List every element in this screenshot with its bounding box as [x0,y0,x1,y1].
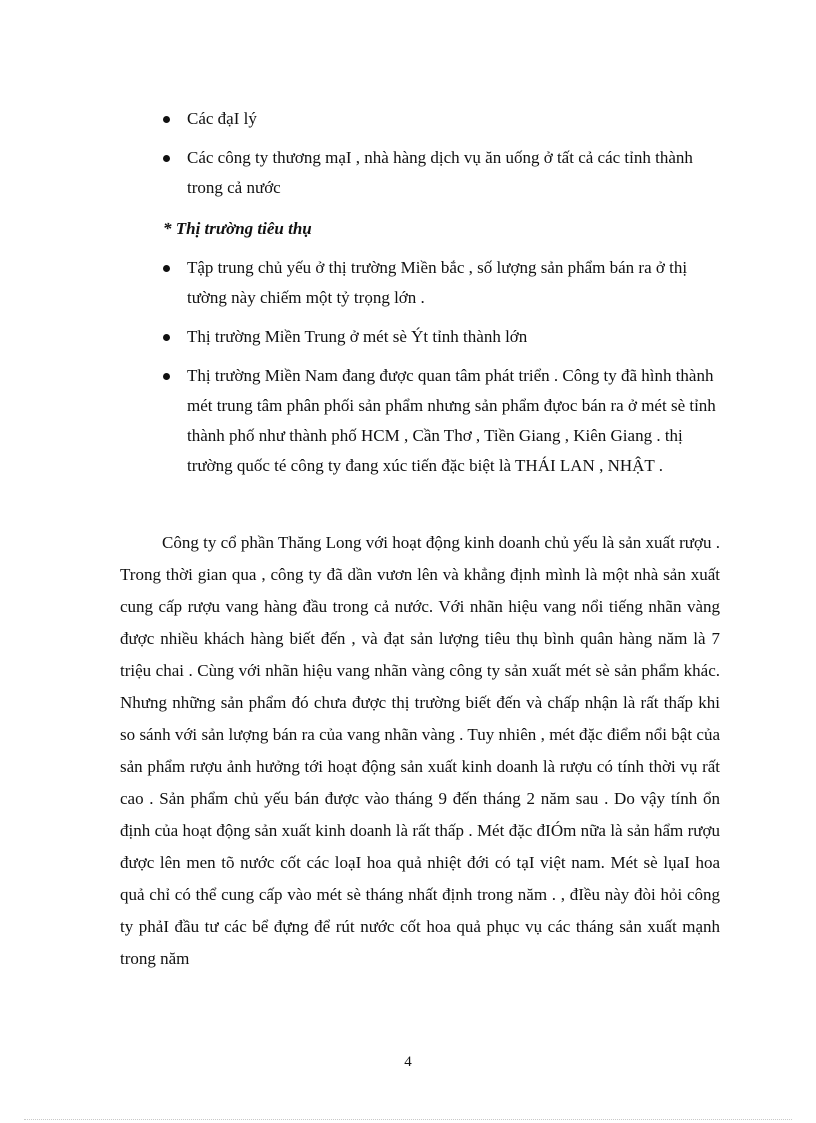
page-bottom-divider [24,1119,792,1120]
list-item [160,143,720,203]
list-item [160,361,720,481]
list-item [160,322,720,352]
bullet-icon [163,155,170,162]
bullet-icon [163,334,170,341]
market-list [160,253,720,490]
bullet-icon [163,116,170,123]
distributor-list [160,104,720,212]
list-item-text: Các công ty thương mạI , nhà hàng dịch vụ ăn uống ở tất cả các tỉnh thành trong cả nước [187,148,693,197]
list-item [160,253,720,313]
list-item-text: Thị trường Miền Nam đang được quan tâm phát triển . Công ty đã hình thành mét trung tâm phân phối sản phẩm nhưng sản phẩm đựoc bán ra ở mét sè tỉnh thành phố như thành phố HCM , Cần Thơ , Tiền Giang , Kiên Giang . thị trường quốc té công ty đang xúc tiến đặc biệt là THÁI LAN , NHẬT . [187,366,716,475]
list-item-text: Tập trung chủ yếu ở thị trường Miền bắc , số lượng sản phẩm bán ra ở thị tường này chiếm một tỷ trọng lớn . [187,258,688,307]
body-paragraph: Công ty cổ phần Thăng Long với hoạt động kinh doanh chủ yếu là sản xuất rượu . Trong thời gian qua , công ty đã dần vươn lên và khẳng định mình là một nhà sản xuất cung cấp rượu vang hàng đầu trong cả nước. Với nhãn hiệu vang nổi tiếng nhãn vàng được nhiều khách hàng biết đến , và đạt sản lượng tiêu thụ bình quân hàng năm là 7 triệu chai . Cùng với nhãn hiệu vang nhãn vàng công ty sản xuất mét sè sản phẩm khác. Nhưng những sản phẩm đó chưa được thị trường biết đến và chấp nhận là rất thấp khi so sánh với sản lượng bán ra của vang nhãn vàng . Tuy nhiên , mét đặc điểm nổi bật của sản phẩm rượu ảnh hưởng tới hoạt động sản xuất kinh doanh là rượu có tính thời vụ rất cao . Sản phẩm chủ yếu bán được vào tháng 9 đến tháng 2 năm sau . Do vậy tính ổn định của hoạt động sản xuất kinh doanh là rất thấp . Mét đặc đIÓm nữa là sản hẩm rượu được lên men tõ nước cốt các loạI hoa quả nhiệt đới có tạI việt nam. Mét sè lụaI hoa quả chỉ có thể cung cấp vào mét sè tháng nhất định trong năm . , đIều này đòi hỏi công ty phảI đầu tư các bể đựng để rút nước cốt hoa quả phục vụ các tháng sản xuất mạnh trong năm [120,533,720,968]
list-item-text: Thị trường Miền Trung ở mét sè Ýt tỉnh thành lớn [187,327,528,346]
list-item-text: Các đạI lý [187,109,257,128]
page-number: 4 [404,1054,412,1070]
list-item [160,104,720,134]
market-heading: * Thị trường tiêu thụ [163,219,312,238]
bullet-icon [163,265,170,272]
bullet-icon [163,373,170,380]
